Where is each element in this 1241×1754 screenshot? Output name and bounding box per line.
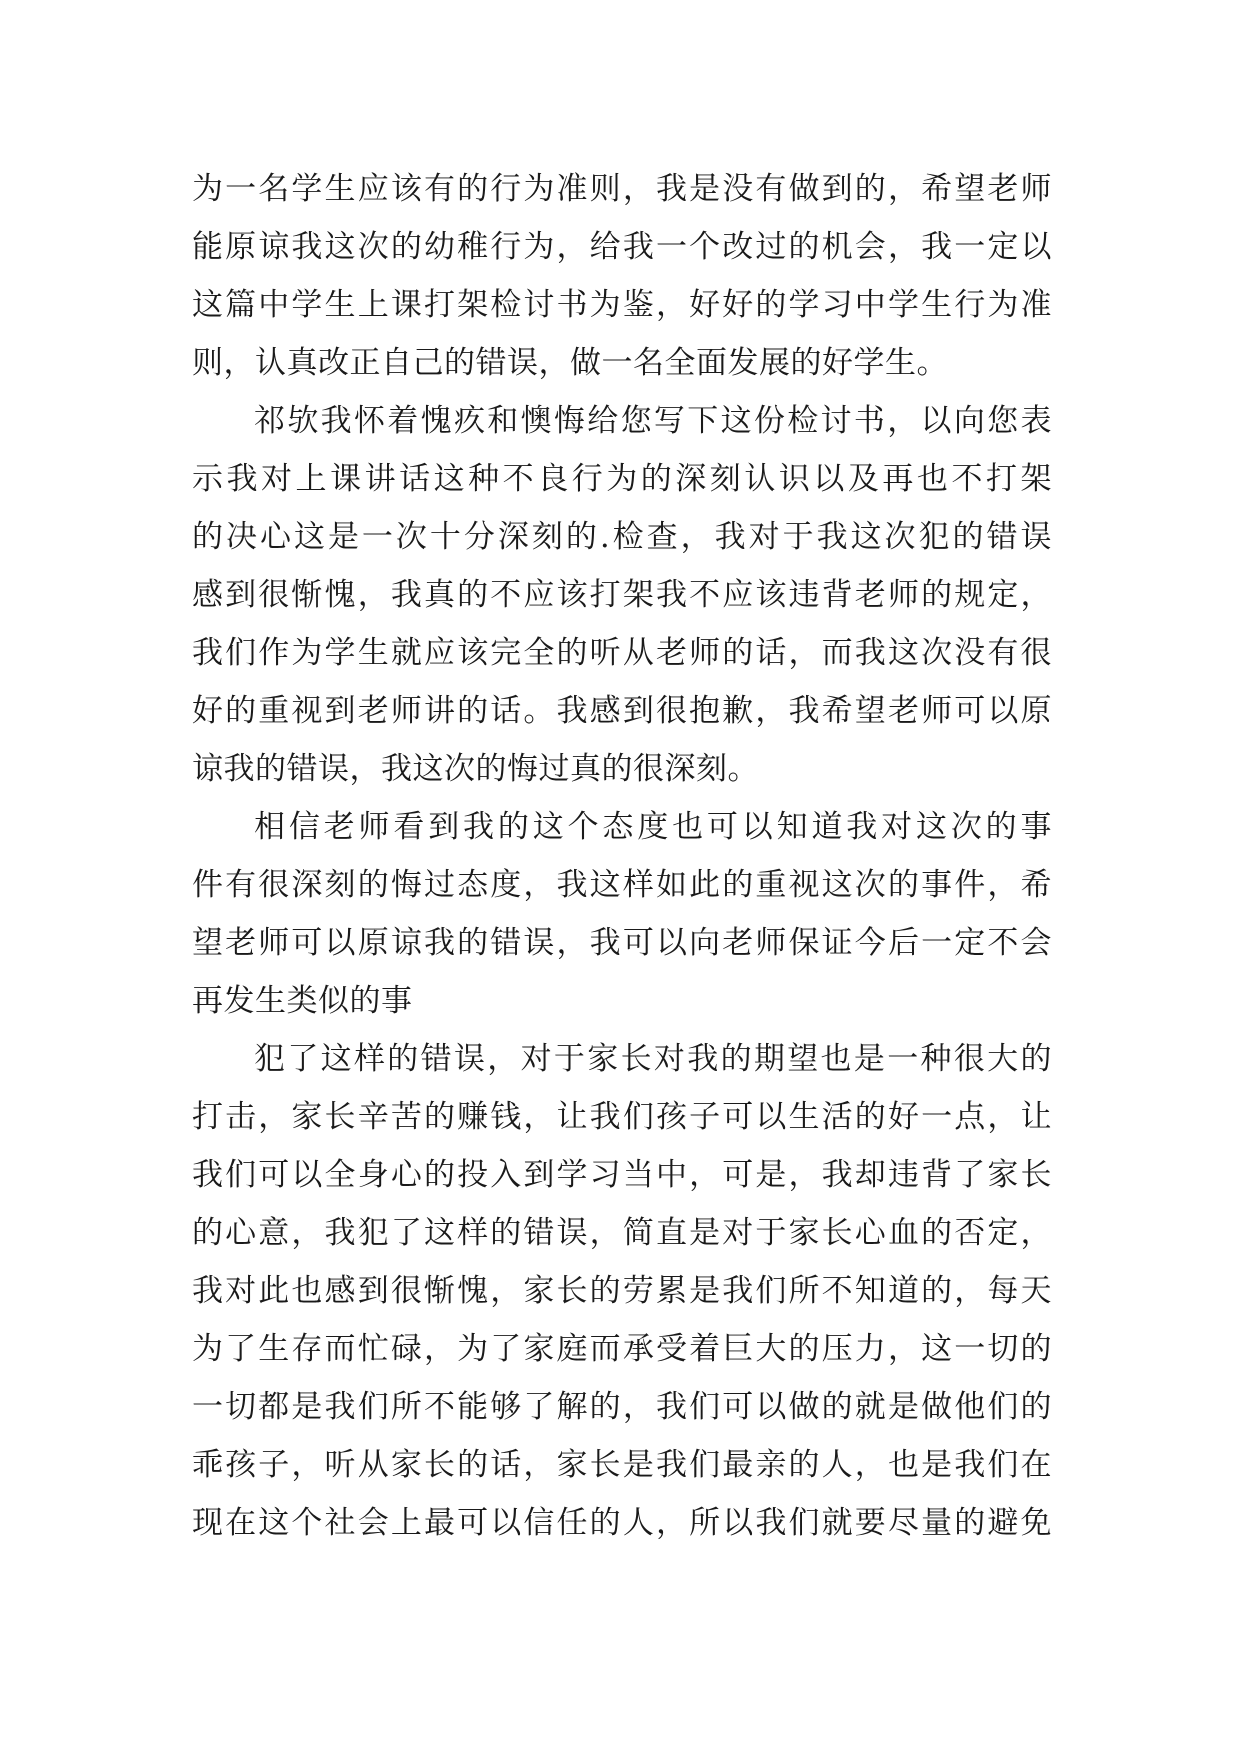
text-line: 一切都是我们所不能够了解的，我们可以做的就是做他们的 xyxy=(192,1389,1052,1425)
text-line: 望老师可以原谅我的错误，我可以向老师保证今后一定不会 xyxy=(192,925,1052,961)
text-line: 我们作为学生就应该完全的听从老师的话，而我这次没有很 xyxy=(192,635,1052,671)
text-line: 好的重视到老师讲的话。我感到很抱歉，我希望老师可以原 xyxy=(192,693,1052,729)
text-line: 犯了这样的错误，对于家长对我的期望也是一种很大的 xyxy=(254,1041,1052,1077)
text-line: 我对此也感到很惭愧，家长的劳累是我们所不知道的，每天 xyxy=(192,1273,1052,1309)
text-line: 为了生存而忙碌，为了家庭而承受着巨大的压力，这一切的 xyxy=(192,1331,1052,1367)
text-line: 祁欤我怀着愧疚和懊悔给您写下这份检讨书，以向您表 xyxy=(254,403,1052,439)
text-line: 件有很深刻的悔过态度，我这样如此的重视这次的事件，希 xyxy=(192,867,1052,903)
text-line: 为一名学生应该有的行为准则，我是没有做到的，希望老师 xyxy=(192,171,1052,207)
text-line: 相信老师看到我的这个态度也可以知道我对这次的事 xyxy=(254,809,1052,845)
text-line: 现在这个社会上最可以信任的人，所以我们就要尽量的避免 xyxy=(192,1505,1052,1541)
paragraph-3 xyxy=(192,798,1052,1030)
text-line: 的决心这是一次十分深刻的.检查，我对于我这次犯的错误 xyxy=(192,519,1052,555)
text-line: 这篇中学生上课打架检讨书为鉴，好好的学习中学生行为准 xyxy=(192,287,1052,323)
text-line: 乖孩子，听从家长的话，家长是我们最亲的人，也是我们在 xyxy=(192,1447,1052,1483)
text-line: 示我对上课讲话这种不良行为的深刻认识以及再也不打架 xyxy=(192,461,1052,497)
text-line: 感到很惭愧，我真的不应该打架我不应该违背老师的规定， xyxy=(192,577,1052,613)
paragraph-4 xyxy=(192,1030,1052,1552)
paragraph-1 xyxy=(192,160,1052,392)
document-body xyxy=(192,160,1052,1552)
text-line: 再发生类似的事 xyxy=(192,983,413,1019)
text-line: 打击，家长辛苦的赚钱，让我们孩子可以生活的好一点，让 xyxy=(192,1099,1052,1135)
text-line: 能原谅我这次的幼稚行为，给我一个改过的机会，我一定以 xyxy=(192,229,1052,265)
text-line: 则，认真改正自己的错误，做一名全面发展的好学生。 xyxy=(192,345,948,381)
text-line: 的心意，我犯了这样的错误，简直是对于家长心血的否定， xyxy=(192,1215,1052,1251)
text-line: 我们可以全身心的投入到学习当中，可是，我却违背了家长 xyxy=(192,1157,1052,1193)
paragraph-2 xyxy=(192,392,1052,798)
text-line: 谅我的错误，我这次的悔过真的很深刻。 xyxy=(192,751,759,787)
